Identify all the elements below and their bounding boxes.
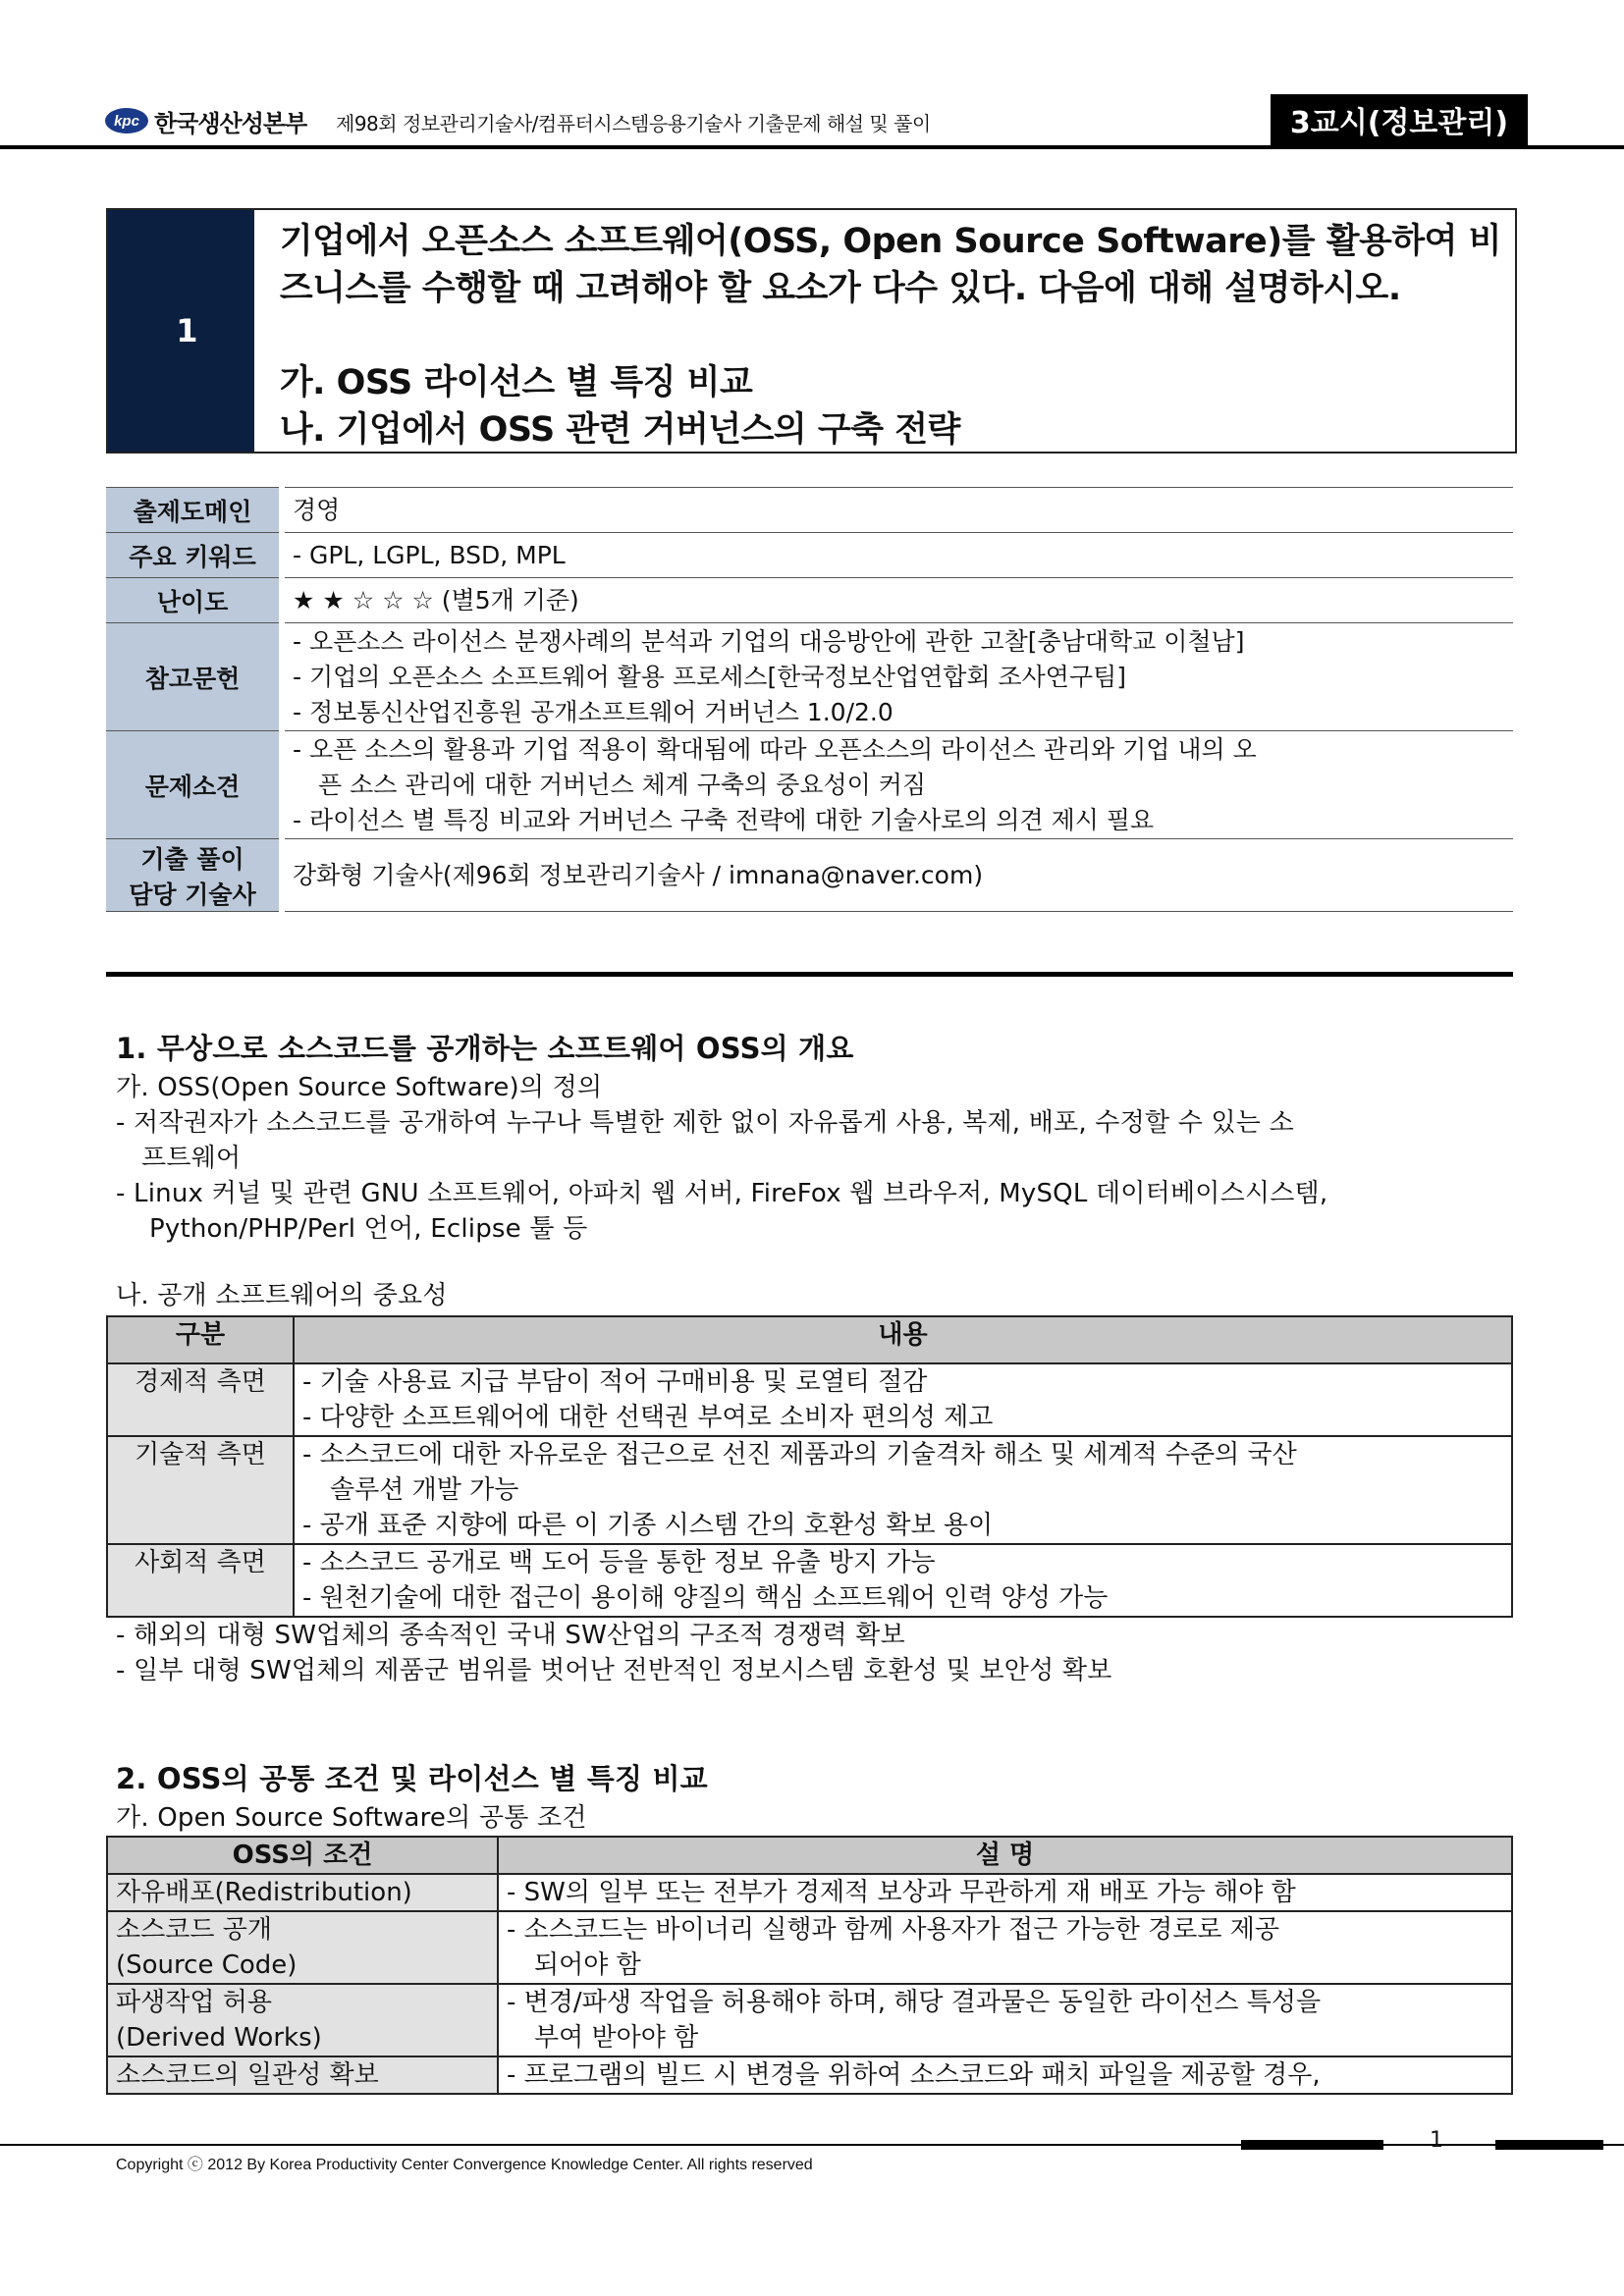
info-value-domain: 경영: [282, 488, 1513, 533]
row-category: 사회적 측면: [107, 1544, 294, 1617]
footer-bar: [1241, 2140, 1383, 2150]
row-category: 경제적 측면: [107, 1363, 294, 1436]
publisher-logo: [105, 102, 306, 139]
kpc-logo-icon: kpc: [105, 108, 148, 133]
content-line: - 다양한 소프트웨어에 대한 선택권 부여로 소비자 편의성 제고: [302, 1403, 994, 1432]
description-line: - 프로그램의 빌드 시 변경을 위하여 소스코드와 패치 파일을 제공할 경우,: [507, 2060, 1321, 2090]
row-condition: [107, 1911, 498, 1984]
condition-line: 자유배포(Redistribution): [116, 1878, 412, 1907]
table-row: [107, 1436, 1512, 1544]
publisher-name: 한국생산성본부: [154, 109, 307, 137]
content-line: - 공개 표준 지향에 따른 이 기종 시스템 간의 호환성 확보 용이: [302, 1511, 994, 1540]
content-line: - 소스코드에 대한 자유로운 접근으로 선진 제품과의 기술격차 해소 및 세계적 수준의 국산: [302, 1440, 1297, 1469]
reference-item: - 정보통신산업진흥원 공개소프트웨어 거버넌스 1.0/2.0: [293, 697, 893, 726]
oss-importance-table: [106, 1315, 1513, 1618]
description-line: - 변경/파생 작업을 허용해야 하며, 해당 결과물은 동일한 라이선스 특성을: [507, 1988, 1322, 2017]
row-description: [498, 1984, 1512, 2056]
question-line: [280, 312, 1501, 359]
info-label-domain: 출제도메인: [106, 488, 282, 533]
table-row: [107, 2056, 1512, 2094]
section2-sub-a: 가. Open Source Software의 공통 조건: [116, 1803, 587, 1833]
opinion-line: - 오픈 소스의 활용과 기업 적용이 확대됨에 따라 오픈소스의 라이선스 관리와 기업 내의 오: [293, 734, 1257, 764]
row-category: 기술적 측면: [107, 1436, 294, 1544]
question-text: [266, 210, 1515, 452]
section1-sub-a: 가. OSS(Open Source Software)의 정의: [116, 1073, 603, 1102]
info-label-opinion: 문제소견: [106, 731, 282, 839]
question-line: 즈니스를 수행할 때 고려해야 할 요소가 다수 있다. 다음에 대해 설명하시오.: [279, 269, 1401, 308]
info-label-keywords: 주요 키워드: [106, 533, 282, 578]
question-line: 가. OSS 라이선스 별 특징 비교: [279, 363, 753, 402]
header-divider: [0, 145, 1624, 149]
section1-a-line: Python/PHP/Perl 언어, Eclipse 툴 등: [149, 1214, 588, 1244]
table-row: [107, 1911, 1512, 1984]
condition-line: 소스코드의 일관성 확보: [116, 2060, 379, 2090]
info-value-keywords: - GPL, LGPL, BSD, MPL: [282, 533, 1513, 578]
description-line: 부여 받아야 함: [534, 2023, 699, 2053]
description-line: - SW의 일부 또는 전부가 경제적 보상과 무관하게 재 배포 가능 해야 함: [507, 1878, 1296, 1907]
row-description: [498, 1911, 1512, 1984]
author-label-line: 기출 풀이: [140, 844, 244, 874]
table-header: OSS의 조건: [107, 1837, 498, 1874]
section1-a-line: 프트웨어: [141, 1144, 242, 1173]
section1-heading: 1. 무상으로 소스코드를 공개하는 소프트웨어 OSS의 개요: [116, 1032, 854, 1065]
table-row: [107, 1544, 1512, 1617]
question-info-table: [106, 487, 1513, 912]
content-line: - 원천기술에 대한 접근이 용이해 양질의 핵심 소프트웨어 인력 양성 가능: [302, 1583, 1109, 1613]
info-label-references: 참고문헌: [106, 623, 282, 731]
content-line: - 기술 사용료 지급 부담이 적어 구매비용 및 로열티 절감: [302, 1367, 928, 1397]
oss-conditions-table: [106, 1836, 1513, 2095]
info-label-difficulty: 난이도: [106, 578, 282, 623]
table-row: [107, 1984, 1512, 2056]
section-divider: [106, 972, 1513, 977]
section1-a-line: - 저작권자가 소스코드를 공개하여 누구나 특별한 제한 없이 자유롭게 사용, 복제, 배포, 수정할 수 있는 소: [116, 1108, 1294, 1138]
content-line: 솔루션 개발 가능: [330, 1475, 519, 1505]
table-row: [107, 1363, 1512, 1436]
question-line: 나. 기업에서 OSS 관련 거버넌스의 구축 전략: [279, 410, 960, 450]
description-line: - 소스코드는 바이너리 실행과 함께 사용자가 접근 가능한 경로로 제공: [507, 1915, 1280, 1945]
footer-bar: [1495, 2140, 1603, 2150]
condition-line: 파생작업 허용: [116, 1988, 272, 2017]
reference-item: - 오픈소스 라이선스 분쟁사례의 분석과 기업의 대응방안에 관한 고찰[충남대학교 이철남]: [293, 626, 1245, 656]
table-header: 구분: [107, 1316, 294, 1363]
info-label-author: [106, 839, 282, 912]
info-value-difficulty: ★ ★ ☆ ☆ ☆ (별5개 기준): [282, 578, 1513, 623]
table-row: [107, 1874, 1512, 1911]
row-content: [294, 1436, 1512, 1544]
content-line: - 소스코드 공개로 백 도어 등을 통한 정보 유출 방지 가능: [302, 1548, 936, 1577]
row-content: [294, 1363, 1512, 1436]
description-line: 되어야 함: [534, 1950, 641, 1980]
page-number: 1: [1430, 2128, 1443, 2153]
reference-item: - 기업의 오픈소스 소프트웨어 활용 프로세스[한국정보산업연합회 조사연구팀]: [293, 662, 1127, 691]
section1-a-line: - Linux 커널 및 관련 GNU 소프트웨어, 아파치 웹 서버, FireFox 웹 브라우저, MySQL 데이터베이스시스템,: [116, 1179, 1328, 1208]
row-content: [294, 1544, 1512, 1617]
question-box: [106, 208, 1517, 454]
author-label-line: 담당 기술사: [129, 880, 256, 909]
opinion-line: 픈 소스 관리에 대한 거버넌스 체계 구축의 중요성이 커짐: [318, 770, 927, 799]
section1-sub-b: 나. 공개 소프트웨어의 중요성: [116, 1281, 448, 1310]
row-description: [498, 2056, 1512, 2094]
copyright-notice: Copyright ⓒ 2012 By Korea Productivity Center Convergence Knowledge Center. All rights reserved: [116, 2157, 813, 2173]
question-number-text: 1: [176, 312, 198, 349]
condition-line: 소스코드 공개: [116, 1915, 272, 1945]
condition-line: (Source Code): [116, 1950, 298, 1980]
info-value-opinion: [282, 731, 1513, 839]
info-value-author: 강화형 기술사(제96회 정보관리기술사 / imnana@naver.com): [282, 839, 1513, 912]
table-header: 내용: [294, 1316, 1512, 1363]
table-header: 설 명: [498, 1837, 1512, 1874]
section1-after-line: - 해외의 대형 SW업체의 종속적인 국내 SW산업의 구조적 경쟁력 확보: [116, 1621, 905, 1650]
question-number: [108, 210, 266, 452]
row-condition: [107, 1984, 498, 2056]
row-condition: [107, 1874, 498, 1911]
row-description: [498, 1874, 1512, 1911]
session-badge: 3교시(정보관리): [1271, 94, 1528, 145]
opinion-line: - 라이선스 별 특징 비교와 거버넌스 구축 전략에 대한 기술사로의 의견 제시 필요: [293, 805, 1155, 834]
info-value-references: [282, 623, 1513, 731]
section2-heading: 2. OSS의 공통 조건 및 라이선스 별 특징 비교: [116, 1762, 708, 1795]
question-number-separator: [254, 210, 266, 452]
row-condition: [107, 2056, 498, 2094]
condition-line: (Derived Works): [116, 2023, 322, 2053]
question-line: 기업에서 오픈소스 소프트웨어(OSS, Open Source Software)를 활용하여 비: [279, 222, 1501, 261]
document-header-title: 제98회 정보관리기술사/컴퓨터시스템응용기술사 기출문제 해설 및 풀이: [336, 112, 931, 135]
section1-after-line: - 일부 대형 SW업체의 제품군 범위를 벗어난 전반적인 정보시스템 호환성 및 보안성 확보: [116, 1656, 1112, 1685]
